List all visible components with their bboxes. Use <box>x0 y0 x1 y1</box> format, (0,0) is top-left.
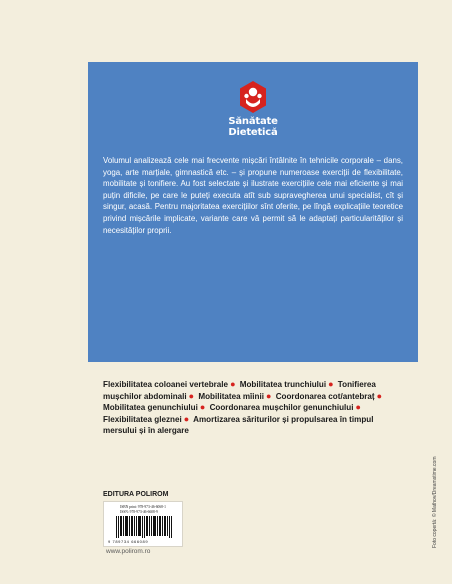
bullet-dot-icon: ● <box>266 390 272 401</box>
isbn-epub: ISSN: 978-973-46-6608-9 <box>120 510 158 514</box>
bullet-dot-icon: ● <box>199 402 206 412</box>
series-logo-icon <box>236 80 270 114</box>
topic-item: Mobilitatea mîinii <box>198 391 264 401</box>
bullet-dot-icon: ● <box>183 413 190 424</box>
series-name-line2: Dietetică <box>228 127 278 138</box>
bullet-dot-icon: ● <box>355 402 361 412</box>
series-name-line1: Sănătate <box>228 116 278 127</box>
photo-credit: Foto copertă: © Mathov/Dreamstime.com <box>432 456 438 548</box>
topic-item: Amortizarea săriturilor și propulsarea în timpul mersului și în alergare <box>103 414 374 435</box>
publisher-website: www.polirom.ro <box>106 548 151 555</box>
series-logo <box>209 80 297 138</box>
topic-item: Flexibilitatea coloanei vertebrale <box>103 380 229 389</box>
barcode-number: 9 789734 666089 <box>108 539 149 544</box>
bullet-dot-icon: ● <box>230 379 236 389</box>
bullet-dot-icon: ● <box>376 390 383 401</box>
topic-item: Coordonarea cot/antebraț <box>275 391 375 401</box>
topic-item: Mobilitatea genunchiului <box>103 403 198 412</box>
book-description: Volumul analizează cele mai frecvente mișcări întâlnite în tehnicile corporale – dans, yoga, arte marțiale, gimnastică etc. – și propune numeroase exerciții de flexibilitate, mobilitate și tonifiere. Au fost selectate și ilustrate exercițiile cele mai eficiente și mai puțin dificile, pe care le puteți executa atît sub supravegherea unui specialist, cît și singur, acasă. Pentru majoritatea exercițiilor sînt oferite, pe lîngă explicațiile teoretice privind mișcările implicate, variante care vă permit să le adaptați particularităților și necesităților proprii. <box>103 156 403 235</box>
topic-item: Mobilitatea trunchiului <box>239 380 327 389</box>
topic-item: Flexibilitatea gleznei <box>103 414 182 424</box>
bullet-dot-icon: ● <box>188 390 195 401</box>
isbn-print: ISBN print: 978-973-46-6068-1 <box>120 505 166 509</box>
topic-item: Coordonarea mușchilor genunchiului <box>209 403 354 412</box>
publisher-name: EDITURA POLIROM <box>103 491 169 498</box>
bullet-dot-icon: ● <box>328 379 334 389</box>
barcode-icon <box>116 516 172 538</box>
topic-item: Tonifierea mușchilor abdominali <box>103 380 376 401</box>
series-name <box>209 116 297 138</box>
isbn-barcode-box <box>103 501 183 547</box>
topic-list <box>103 379 403 437</box>
